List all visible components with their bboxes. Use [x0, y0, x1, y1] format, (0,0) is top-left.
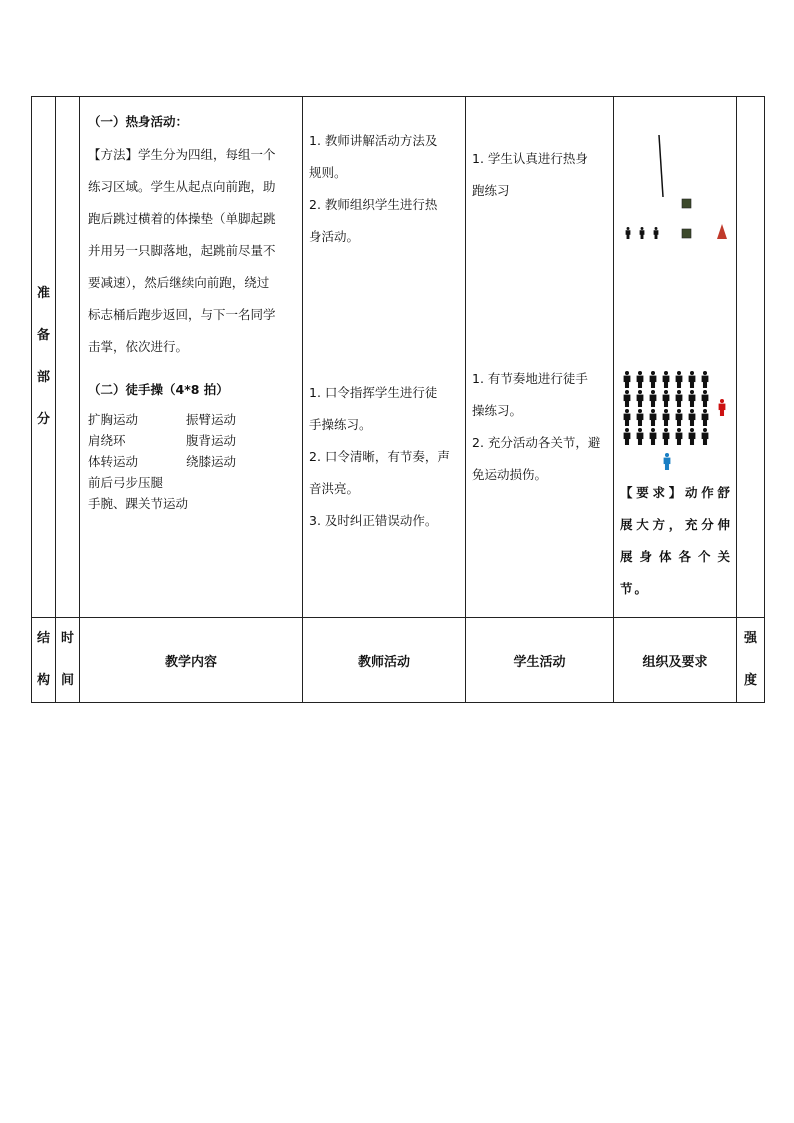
exercise-row: [88, 409, 296, 430]
section-char: 准: [36, 286, 50, 301]
person-icon: [663, 371, 670, 388]
teacher-activity-header: 教师活动: [303, 618, 466, 703]
teacher-line: 2. 口令清晰，有节奏，声: [309, 449, 450, 464]
student-line: 1. 学生认真进行热身: [472, 151, 588, 166]
person-icon: [676, 428, 683, 445]
person-icon: [676, 409, 683, 426]
person-icon: [689, 371, 696, 388]
student-line: 2. 充分活动各关节，避: [472, 435, 601, 450]
person-icon: [637, 428, 644, 445]
teacher-line: 1. 教师讲解活动方法及: [309, 133, 438, 148]
person-icon: [689, 409, 696, 426]
person-icon: [637, 409, 644, 426]
intensity-header: [737, 618, 765, 703]
intensity-char: 强: [743, 631, 757, 646]
person-icon: [676, 371, 683, 388]
person-icon: [650, 371, 657, 388]
warmup-line: 标志桶后跑步返回，与下一名同学: [88, 307, 276, 322]
teacher-line: 1. 口令指挥学生进行徒: [309, 385, 438, 400]
time-header: [56, 618, 80, 703]
mat-icon: [682, 229, 691, 238]
structure-header: [32, 618, 56, 703]
section-char: 部: [36, 370, 50, 385]
structure-char: 构: [36, 673, 50, 688]
person-icon: [663, 409, 670, 426]
person-icon: [689, 428, 696, 445]
gymnastics-heading: （二）徒手操（4*8 拍）: [88, 382, 229, 397]
exercise-item: 腹背运动: [186, 433, 237, 448]
warmup-line: 练习区域。学生从起点向前跑，助: [88, 179, 276, 194]
person-icon: [624, 428, 631, 445]
warmup-line: 跑后跳过横着的体操垫（单脚起跳: [88, 211, 276, 226]
teacher-line: 身活动。: [309, 229, 360, 244]
person-icon: [702, 409, 709, 426]
warmup-heading: （一）热身活动：: [88, 114, 189, 129]
exercise-item: 体转运动: [88, 454, 139, 469]
exercise-item: 扩胸运动: [88, 412, 139, 427]
person-icon: [702, 428, 709, 445]
exercise-row: [88, 430, 296, 451]
person-icon: [640, 227, 645, 239]
exercise-row: [88, 493, 296, 514]
structure-char: 结: [36, 631, 50, 646]
exercise-row: [88, 472, 296, 493]
person-icon: [654, 227, 659, 239]
section-char: 备: [36, 328, 50, 343]
lesson-plan-table: [31, 96, 765, 703]
student-line: 1. 有节奏地进行徒手: [472, 371, 588, 386]
exercise-item: 手腕、踝关节运动: [88, 496, 189, 511]
student-line: 免运动损伤。: [472, 467, 548, 482]
exercise-item: 振臂运动: [186, 412, 237, 427]
exercise-item: 绕膝运动: [186, 454, 237, 469]
exercise-row: [88, 451, 296, 472]
exercise-item: 前后弓步压腿: [88, 475, 164, 490]
organization-cell: [614, 97, 737, 618]
organization-requirement: 【要求】动作舒展大方，充分伸展身体各个关节。: [620, 485, 732, 596]
teacher-line: 3. 及时纠正错误动作。: [309, 513, 438, 528]
teacher-line: 音洪亮。: [309, 481, 360, 496]
section-char: 分: [36, 412, 50, 427]
person-icon: [676, 390, 683, 407]
person-icon: [624, 371, 631, 388]
person-icon: [689, 390, 696, 407]
teaching-content-cell: [80, 97, 303, 618]
gymnastics-formation-group: [624, 371, 726, 470]
person-icon: [650, 390, 657, 407]
teacher-line: 规则。: [309, 165, 347, 180]
header-row: [32, 618, 765, 703]
exercise-item: 肩绕环: [88, 433, 126, 448]
person-icon: [719, 399, 726, 416]
person-icon: [624, 390, 631, 407]
intensity-cell: [737, 97, 765, 618]
warmup-line: 要减速），然后继续向前跑，绕过: [88, 275, 270, 290]
student-line: 操练习。: [472, 403, 523, 418]
content-header: 教学内容: [80, 618, 303, 703]
person-icon: [664, 453, 671, 470]
cone-icon: [717, 224, 727, 239]
person-icon: [663, 428, 670, 445]
time-char: 间: [60, 673, 74, 688]
warmup-line: 【方法】学生分为四组，每组一个: [88, 147, 276, 162]
teacher-activity-cell: [303, 97, 466, 618]
person-icon: [650, 409, 657, 426]
teacher-line: 2. 教师组织学生进行热: [309, 197, 438, 212]
person-icon: [626, 227, 631, 239]
student-activity-header: 学生活动: [466, 618, 614, 703]
section-label: [32, 97, 56, 618]
person-icon: [637, 390, 644, 407]
time-cell: [56, 97, 80, 618]
teacher-line: 手操练习。: [309, 417, 372, 432]
person-icon: [624, 409, 631, 426]
warmup-line: 击掌，依次进行。: [88, 339, 189, 354]
warmup-section-row: [32, 97, 765, 618]
intensity-char: 度: [743, 673, 757, 688]
time-char: 时: [60, 631, 74, 646]
warmup-line: 并用另一只脚落地，起跳前尽量不: [88, 243, 276, 258]
organization-header: 组织及要求: [614, 618, 737, 703]
person-icon: [702, 371, 709, 388]
person-icon: [663, 390, 670, 407]
person-icon: [702, 390, 709, 407]
warmup-runner-group: [626, 227, 659, 239]
exercise-list: [88, 409, 296, 514]
person-icon: [650, 428, 657, 445]
student-activity-cell: [466, 97, 614, 618]
person-icon: [637, 371, 644, 388]
mat-icon: [682, 199, 691, 208]
student-line: 跑练习: [472, 183, 510, 198]
formation-diagram: [614, 97, 736, 477]
track-line: [659, 135, 663, 197]
